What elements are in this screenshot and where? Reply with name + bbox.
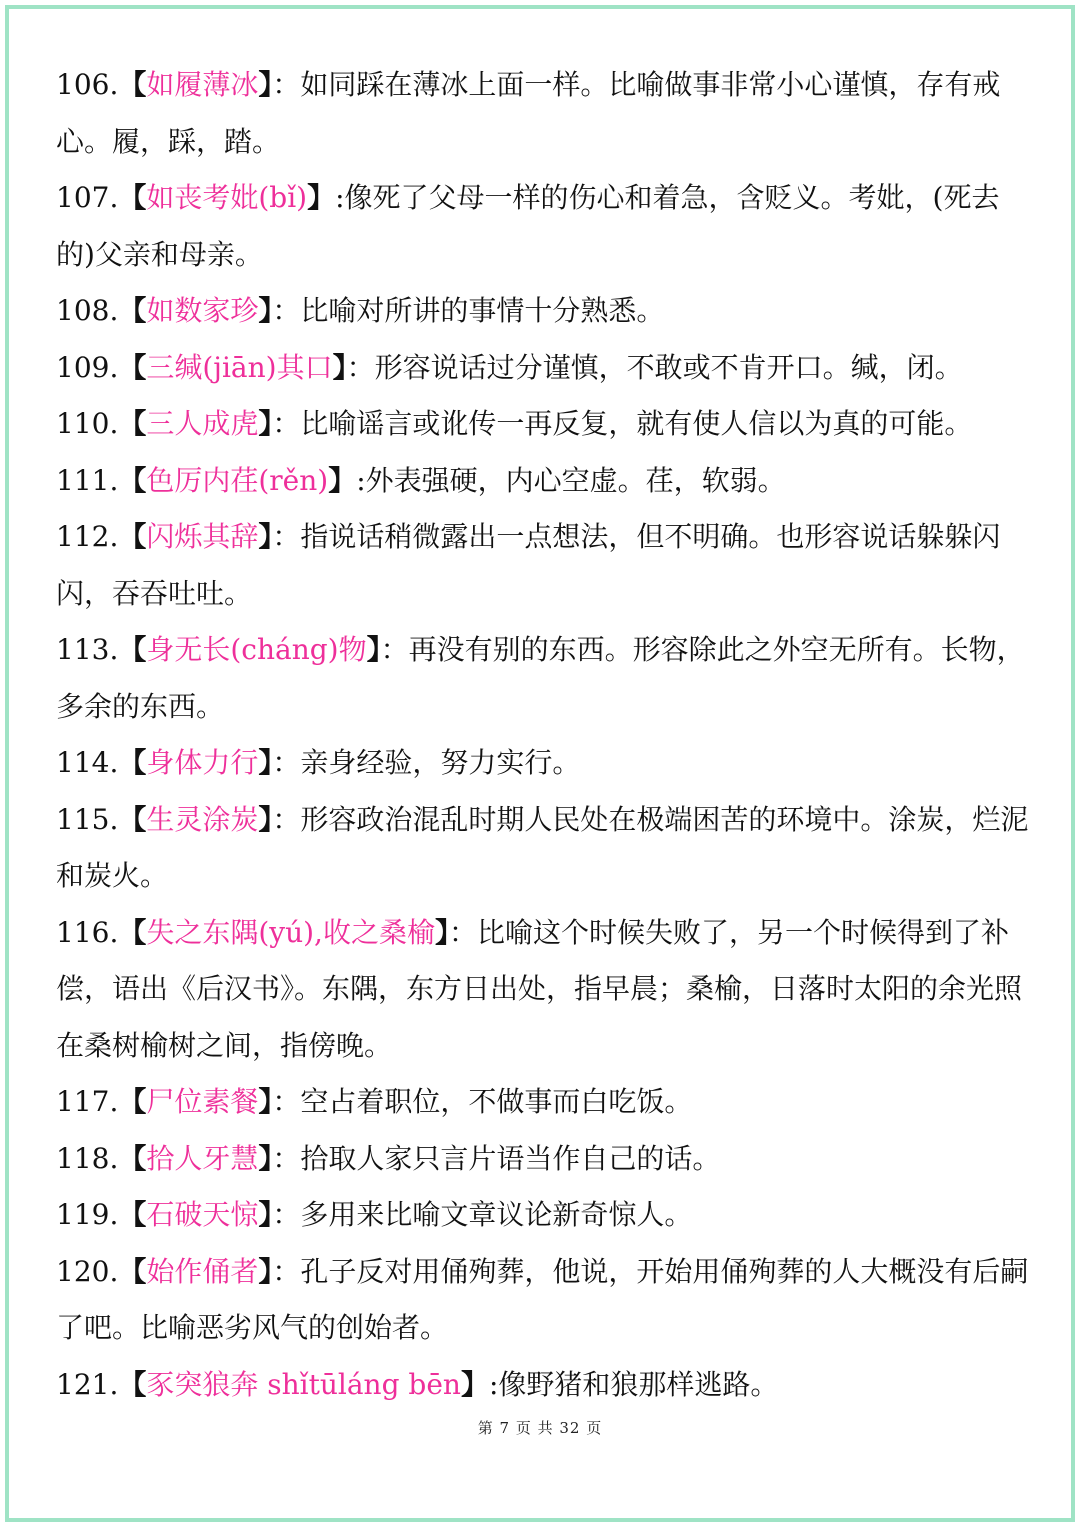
list-item: 121.【豕突狼奔 shǐtūláng bēn】:像野猪和狼那样逃路。 [56, 1367, 779, 1401]
idiom-term: 如丧考妣(bǐ) [146, 181, 308, 214]
list-item: 107.【如丧考妣(bǐ)】:像死了父母一样的伤心和着急，含贬义。考妣，(死去的)父亲和母亲。 [56, 181, 1000, 271]
list-item: 109.【三缄(jiān)其口】：形容说话过分谨慎，不敢或不肯开口。缄，闭。 [56, 350, 963, 384]
idiom-explanation: 比喻对所讲的事情十分熟悉。 [300, 294, 665, 327]
idiom-explanation: 形容说话过分谨慎，不敢或不肯开口。缄，闭。 [374, 350, 963, 384]
idiom-term: 如履薄冰 [146, 68, 259, 101]
idiom-term: 闪烁其辞 [146, 520, 259, 553]
list-item: 110.【三人成虎】：比喻谣言或讹传一再反复，就有使人信以为真的可能。 [56, 407, 973, 440]
list-item: 113.【身无长(cháng)物】：再没有别的东西。形容除此之外空无所有。长物，多余的东西。 [56, 633, 1025, 723]
idiom-explanation: 外表强硬，内心空虚。荏，软弱。 [365, 463, 786, 497]
idiom-explanation: 形容政治混乱时期人民处在极端困苦的环境中。涂炭，烂泥和炭火。 [56, 802, 1029, 892]
idiom-explanation: 多用来比喻文章议论新奇惊人。 [300, 1198, 693, 1231]
idiom-term: 三缄(jiān)其口 [146, 350, 333, 384]
list-item: 116.【失之东隅(yú),收之桑榆】：比喻这个时候失败了，另一个时候得到了补偿，语出《后汉书》。东隅，东方日出处，指早晨；桑榆，日落时太阳的余光照在桑树榆树之间，指傍晚。 [56, 915, 1023, 1062]
idiom-term: 失之东隅(yú),收之桑榆 [146, 915, 435, 949]
list-item: 120.【始作俑者】：孔子反对用俑殉葬，他说，开始用俑殉葬的人大概没有后嗣了吧。比喻恶劣风气的创始者。 [56, 1254, 1029, 1344]
list-item: 111.【色厉内荏(rěn)】:外表强硬，内心空虚。荏，软弱。 [56, 463, 786, 497]
idiom-term: 始作俑者 [146, 1254, 259, 1288]
idiom-explanation: 拾取人家只言片语当作自己的话。 [300, 1141, 721, 1175]
page-number: 第 7 页 共 32 页 [477, 1419, 603, 1437]
idiom-term: 身体力行 [146, 746, 259, 779]
list-item: 114.【身体力行】：亲身经验，努力实行。 [56, 746, 581, 779]
idiom-explanation: 比喻谣言或讹传一再反复，就有使人信以为真的可能。 [300, 407, 973, 440]
list-item: 118.【拾人牙慧】：拾取人家只言片语当作自己的话。 [56, 1141, 721, 1175]
idiom-explanation: 像死了父母一样的伤心和着急，含贬义。考妣，(死去的)父亲和母亲。 [56, 181, 1000, 271]
idiom-term: 身无长(cháng)物 [146, 633, 367, 666]
idiom-explanation: 亲身经验，努力实行。 [300, 746, 581, 779]
idiom-explanation: 像野猪和狼那样逃路。 [498, 1367, 779, 1401]
idiom-explanation: 比喻这个时候失败了，另一个时候得到了补偿，语出《后汉书》。东隅，东方日出处，指早晨；桑榆，日落时太阳的余光照在桑树榆树之间，指傍晚。 [56, 915, 1023, 1062]
idiom-explanation: 再没有别的东西。形容除此之外空无所有。长物，多余的东西。 [56, 633, 1025, 723]
idiom-explanation: 指说话稍微露出一点想法，但不明确。也形容说话躲躲闪闪，吞吞吐吐。 [56, 520, 1001, 610]
idiom-term: 生灵涂炭 [146, 802, 259, 836]
idiom-term: 拾人牙慧 [146, 1141, 259, 1175]
list-item: 106.【如履薄冰】：如同踩在薄冰上面一样。比喻做事非常小心谨慎，存有戒心。履，踩，踏。 [56, 68, 1001, 158]
idiom-term: 豕突狼奔 shǐtūláng bēn [146, 1367, 461, 1401]
list-item: 115.【生灵涂炭】：形容政治混乱时期人民处在极端困苦的环境中。涂炭，烂泥和炭火。 [56, 802, 1029, 892]
idiom-term: 三人成虎 [146, 407, 259, 440]
idiom-list [56, 57, 1034, 1413]
list-item: 112.【闪烁其辞】：指说话稍微露出一点想法，但不明确。也形容说话躲躲闪闪，吞吞吐吐。 [56, 520, 1001, 610]
list-item: 117.【尸位素餐】：空占着职位，不做事而白吃饭。 [56, 1085, 693, 1118]
idiom-explanation: 孔子反对用俑殉葬，他说，开始用俑殉葬的人大概没有后嗣了吧。比喻恶劣风气的创始者。 [56, 1254, 1029, 1344]
list-item: 108.【如数家珍】：比喻对所讲的事情十分熟悉。 [56, 294, 665, 327]
idiom-term: 石破天惊 [146, 1198, 259, 1231]
idiom-term: 尸位素餐 [146, 1085, 259, 1118]
idiom-explanation: 如同踩在薄冰上面一样。比喻做事非常小心谨慎，存有戒心。履，踩，踏。 [56, 68, 1001, 158]
idiom-term: 色厉内荏(rěn) [146, 463, 329, 497]
list-item: 119.【石破天惊】：多用来比喻文章议论新奇惊人。 [56, 1198, 693, 1231]
document-page [5, 5, 1075, 1522]
idiom-explanation: 空占着职位，不做事而白吃饭。 [300, 1085, 693, 1118]
idiom-term: 如数家珍 [146, 294, 259, 327]
